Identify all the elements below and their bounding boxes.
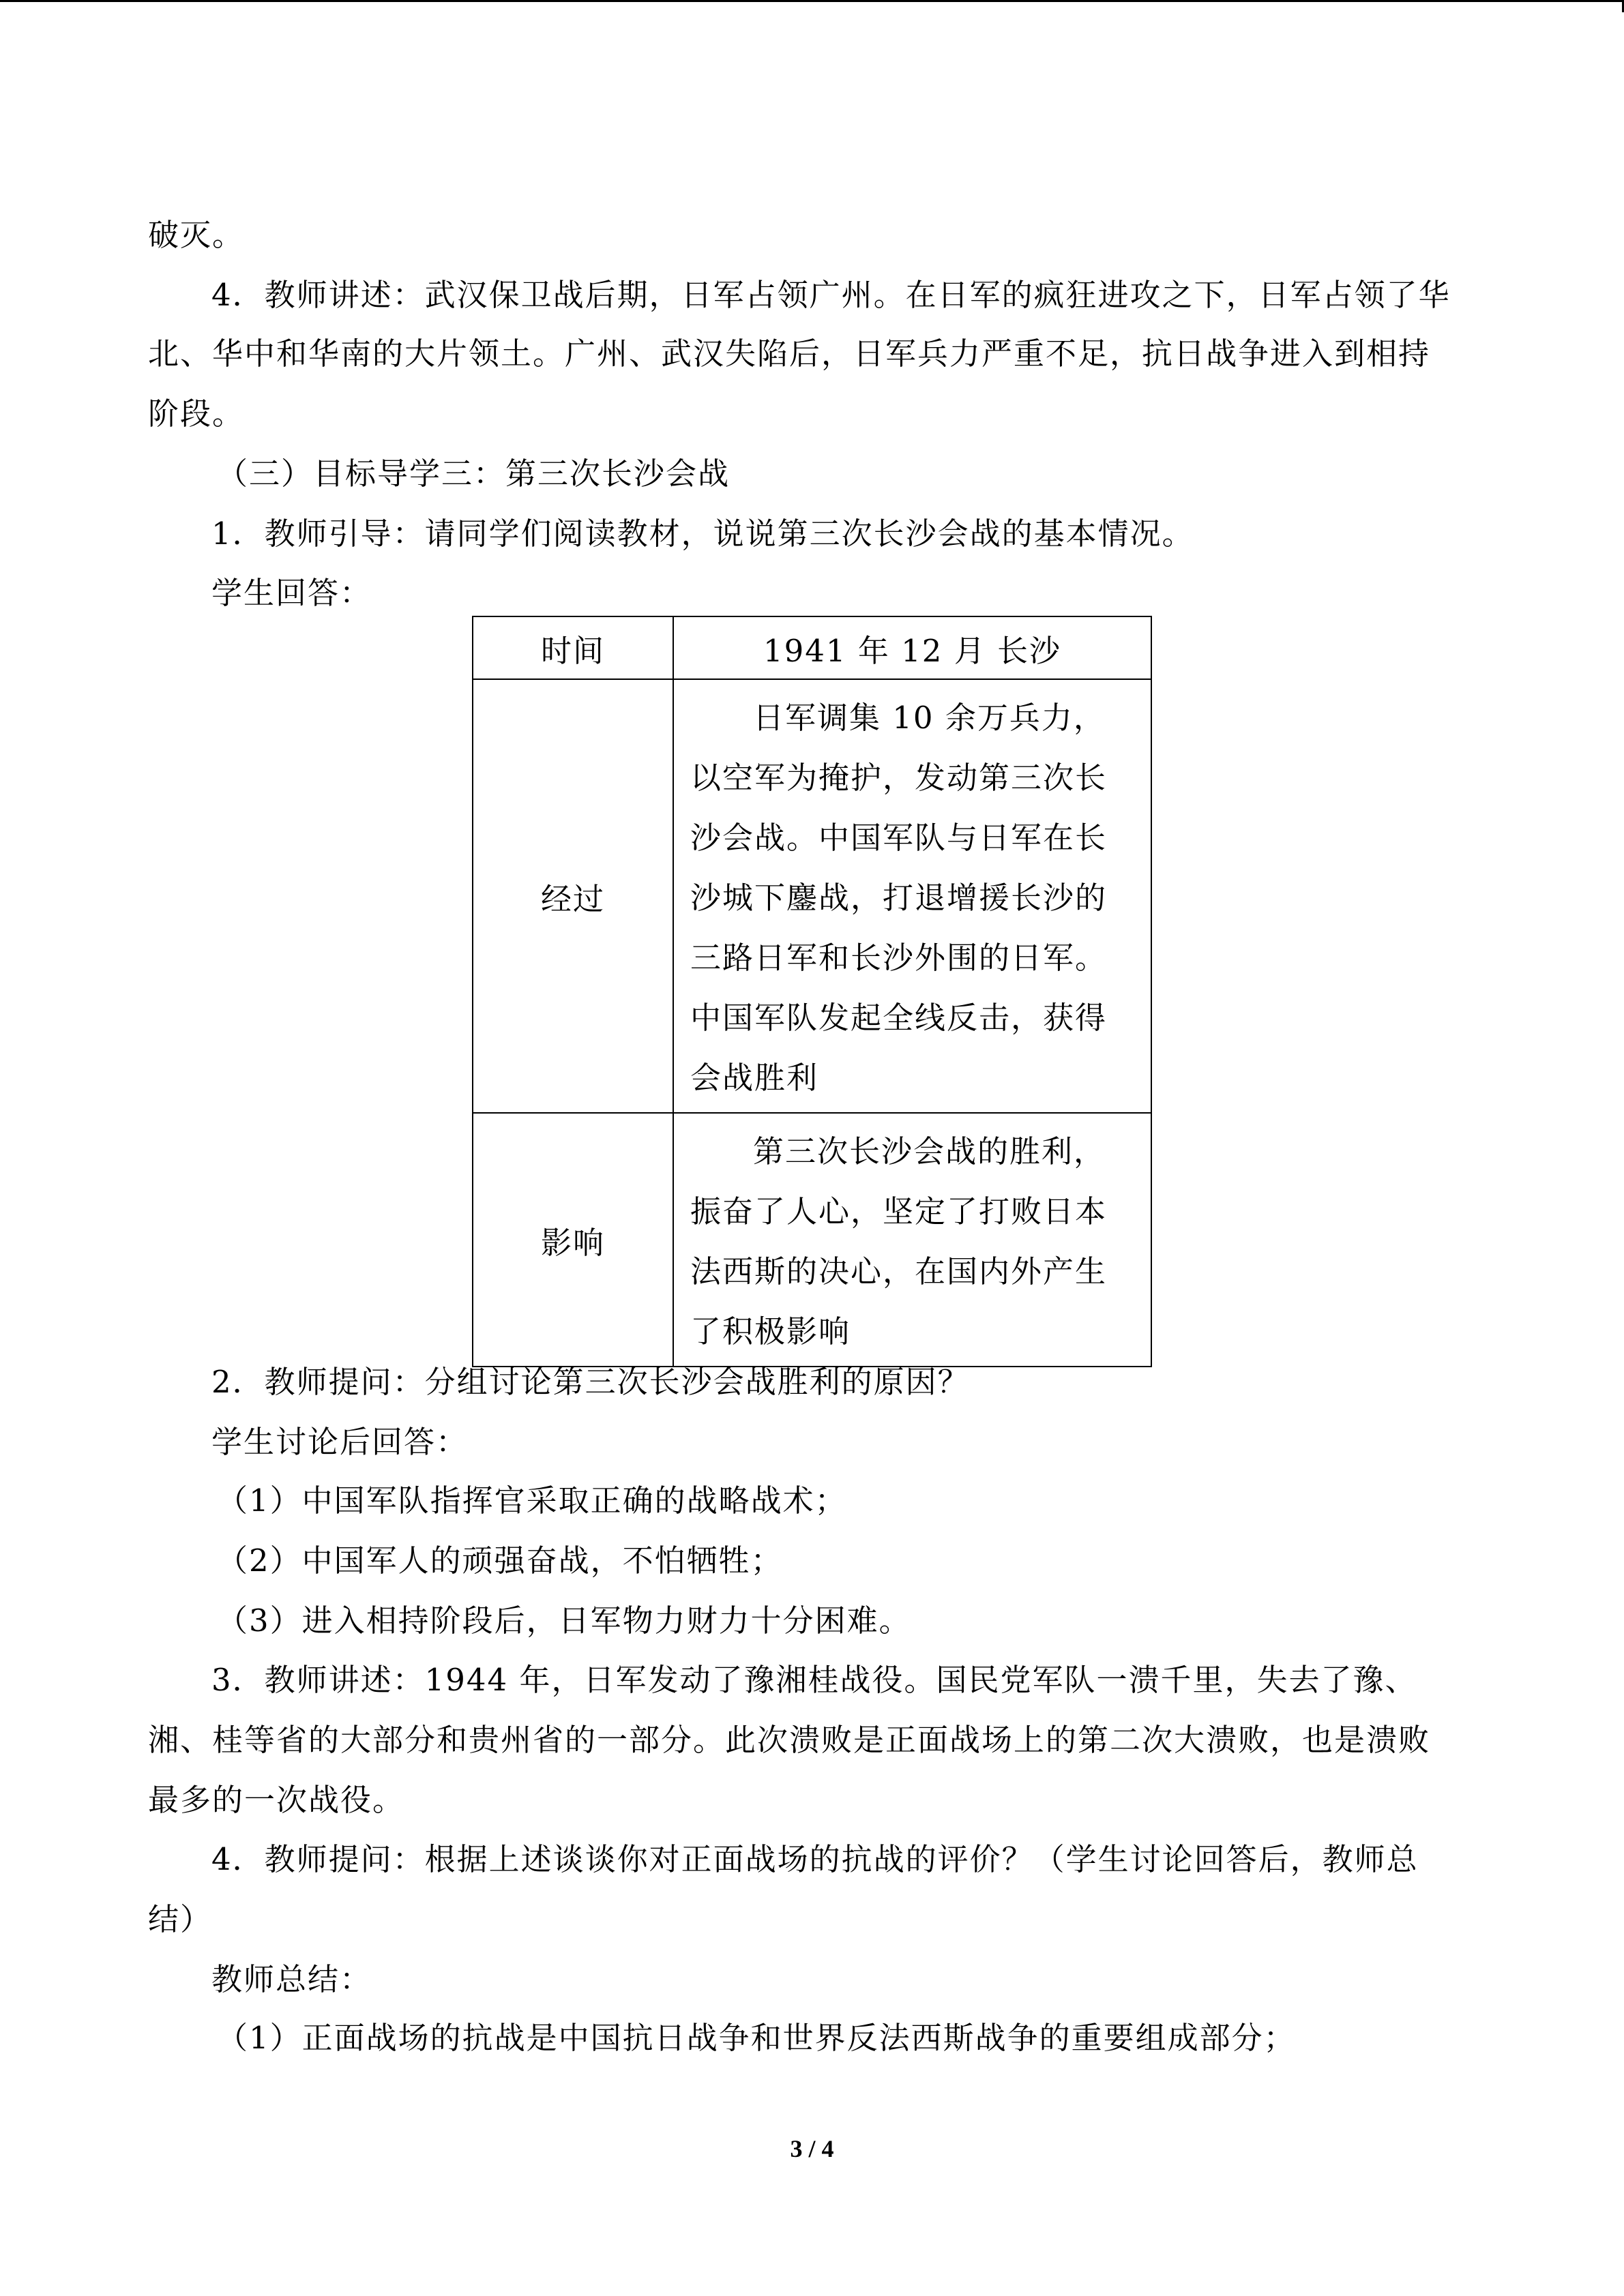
paragraph-text: 结） [148, 1901, 213, 1937]
table-cell-label: 经过 [473, 679, 673, 1113]
paragraph-text: 破灭。 [148, 217, 245, 253]
paragraph-text: 北、华中和华南的大片领土。广州、武汉失陷后，日军兵力严重不足，抗日战争进入到相持 [148, 336, 1431, 372]
list-item: （2）中国军人的顽强奋战，不怕牺牲； [217, 1542, 783, 1579]
paragraph-text: 学生回答： [211, 575, 372, 611]
table-row [473, 1113, 1151, 1367]
page-number: 3 / 4 [790, 2135, 834, 2162]
paragraph-text: 1．教师引导：请同学们阅读教材，说说第三次长沙会战的基本情况。 [211, 516, 1194, 552]
list-item: （1）正面战场的抗战是中国抗日战争和世界反法西斯战争的重要组成部分； [217, 2020, 1296, 2056]
paragraph-text: 阶段。 [148, 396, 245, 432]
paragraph-text: 3．教师讲述：1944 年，日军发动了豫湘桂战役。国民党军队一溃千里，失去了豫、 [211, 1662, 1417, 1698]
paragraph-text: 最多的一次战役。 [148, 1782, 405, 1818]
table-cell-text: 日军调集 10 余万兵力，以空军为掩护，发动第三次长沙会战。中国军队与日军在长沙城下鏖战，打退增援长沙的三路日军和长沙外围的日军。中国军队发起全线反击，获得会战胜利 [690, 700, 1108, 1096]
table-cell-value [673, 1113, 1151, 1367]
top-border-line [0, 0, 1624, 2]
paragraph-text: 4．教师提问：根据上述谈谈你对正面战场的抗战的评价？（学生讨论回答后，教师总 [211, 1841, 1419, 1877]
paragraph-text: 教师总结： [211, 1961, 372, 1997]
paragraph-text: 湘、桂等省的大部分和贵州省的一部分。此次溃败是正面战场上的第二次大溃败，也是溃败 [148, 1722, 1431, 1758]
table-cell-value: 1941 年 12 月 长沙 [673, 616, 1151, 679]
battle-info-table [472, 616, 1152, 1367]
paragraph-text: 学生讨论后回答： [211, 1424, 469, 1460]
paragraph-text: 4．教师讲述：武汉保卫战后期，日军占领广州。在日军的疯狂进攻之下，日军占领了华 [211, 277, 1451, 313]
table-row [473, 679, 1151, 1113]
list-item: （3）进入相持阶段后，日军物力财力十分困难。 [217, 1602, 911, 1639]
table-cell-value [673, 679, 1151, 1113]
table-row [473, 616, 1151, 679]
list-item: （1）中国军队指挥官采取正确的战略战术； [217, 1482, 847, 1519]
paragraph-text: 2．教师提问：分组讨论第三次长沙会战胜利的原因？ [211, 1364, 970, 1400]
table-cell-label: 时间 [473, 616, 673, 679]
table-cell-label: 影响 [473, 1113, 673, 1367]
section-heading: （三）目标导学三：第三次长沙会战 [217, 456, 730, 492]
table-cell-text: 第三次长沙会战的胜利，振奋了人心，坚定了打败日本法西斯的决心，在国内外产生了积极影响 [690, 1133, 1108, 1350]
